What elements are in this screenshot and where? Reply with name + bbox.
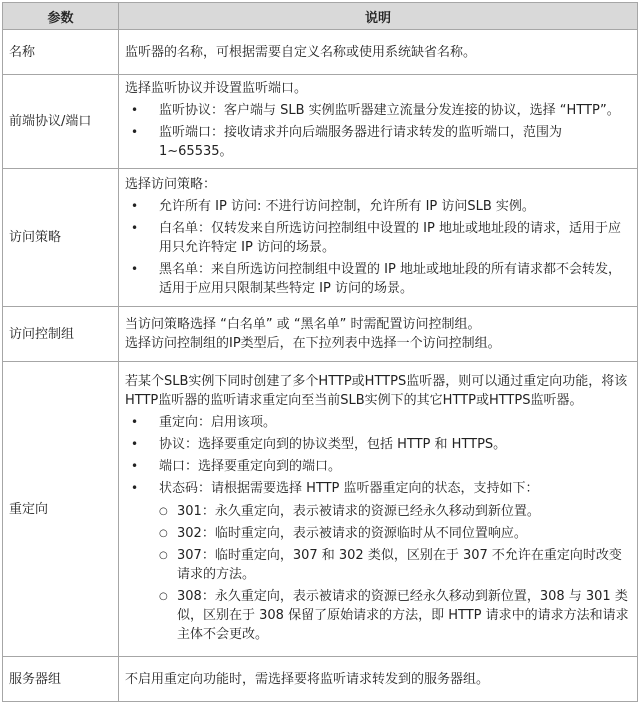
status-code-label: 状态码：请根据需要选择 HTTP 监听器重定向的状态，支持如下： xyxy=(159,480,539,496)
list-item: • 白名单：仅转发来自所选访问控制组中设置的 IP 地址或地址段的请求，适用于应用只允许特定 IP 访问的场景。 xyxy=(125,219,631,257)
desc-name: 监听器的名称，可根据需要自定义名称或使用系统缺省名称。 xyxy=(119,30,638,75)
param-redirect: 重定向 xyxy=(3,362,119,657)
row-frontend xyxy=(3,75,638,169)
row-name xyxy=(3,30,638,75)
list-item xyxy=(125,479,631,644)
desc-frontend xyxy=(119,75,638,169)
status-code-item: ○ 302：临时重定向，表示被请求的资源临时从不同位置响应。 xyxy=(159,524,631,543)
list-item: • 监听协议：客户端与 SLB 实例监听器建立流量分发连接的协议，选择 “HTTP”。 xyxy=(125,101,631,120)
param-policy: 访问策略 xyxy=(3,169,119,307)
param-servergroup: 服务器组 xyxy=(3,657,119,702)
status-code-item: ○ 301：永久重定向，表示被请求的资源已经永久移动到新位置。 xyxy=(159,502,631,521)
parameter-table xyxy=(2,2,638,702)
status-code-item: ○ 307：临时重定向，307 和 302 类似，区别在于 307 不允许在重定向时改变请求的方法。 xyxy=(159,546,631,584)
row-redirect xyxy=(3,362,638,657)
list-item: • 协议：选择要重定向到的协议类型，包括 HTTP 和 HTTPS。 xyxy=(125,435,631,454)
desc-policy xyxy=(119,169,638,307)
frontend-bullets xyxy=(125,101,631,161)
list-item: • 端口：选择要重定向到的端口。 xyxy=(125,457,631,476)
table-header-row xyxy=(3,3,638,30)
policy-intro: 选择访问策略： xyxy=(125,176,217,192)
row-policy xyxy=(3,169,638,307)
acl-line-2: 选择访问控制组的IP类型后，在下拉列表中选择一个访问控制组。 xyxy=(125,336,501,351)
status-code-list xyxy=(159,502,631,644)
list-item: • 允许所有 IP 访问: 不进行访问控制，允许所有 IP 访问SLB 实例。 xyxy=(125,197,631,216)
desc-servergroup: 不启用重定向功能时，需选择要将监听请求转发到的服务器组。 xyxy=(119,657,638,702)
param-name: 名称 xyxy=(3,30,119,75)
policy-bullets xyxy=(125,197,631,298)
param-acl: 访问控制组 xyxy=(3,307,119,362)
desc-redirect xyxy=(119,362,638,657)
header-param: 参数 xyxy=(3,3,119,30)
redirect-intro: 若某个SLB实例下同时创建了多个HTTP或HTTPS监听器，则可以通过重定向功能，将该HTTP监听器的监听请求重定向至当前SLB实例下的其它HTTP或HTTPS监听器。 xyxy=(125,373,628,408)
header-description: 说明 xyxy=(119,3,638,30)
row-servergroup xyxy=(3,657,638,702)
desc-acl xyxy=(119,307,638,362)
list-item: • 监听端口：接收请求并向后端服务器进行请求转发的监听端口，范围为 1~65535。 xyxy=(125,123,631,161)
frontend-intro: 选择监听协议并设置监听端口。 xyxy=(125,81,308,96)
status-code-item: ○ 308：永久重定向，表示被请求的资源已经永久移动到新位置，308 与 301 类似，区别在于 308 保留了原始请求的方法，即 HTTP 请求中的请求方法和请求主体不会更改。 xyxy=(159,587,631,644)
param-frontend: 前端协议/端口 xyxy=(3,75,119,169)
acl-line-1: 当访问策略选择 “白名单” 或 “黑名单” 时需配置访问控制组。 xyxy=(125,317,481,332)
row-acl xyxy=(3,307,638,362)
list-item: • 重定向：启用该项。 xyxy=(125,413,631,432)
redirect-bullets xyxy=(125,413,631,644)
list-item: • 黑名单：来自所选访问控制组中设置的 IP 地址或地址段的所有请求都不会转发，适用于应用只限制某些特定 IP 访问的场景。 xyxy=(125,260,631,298)
